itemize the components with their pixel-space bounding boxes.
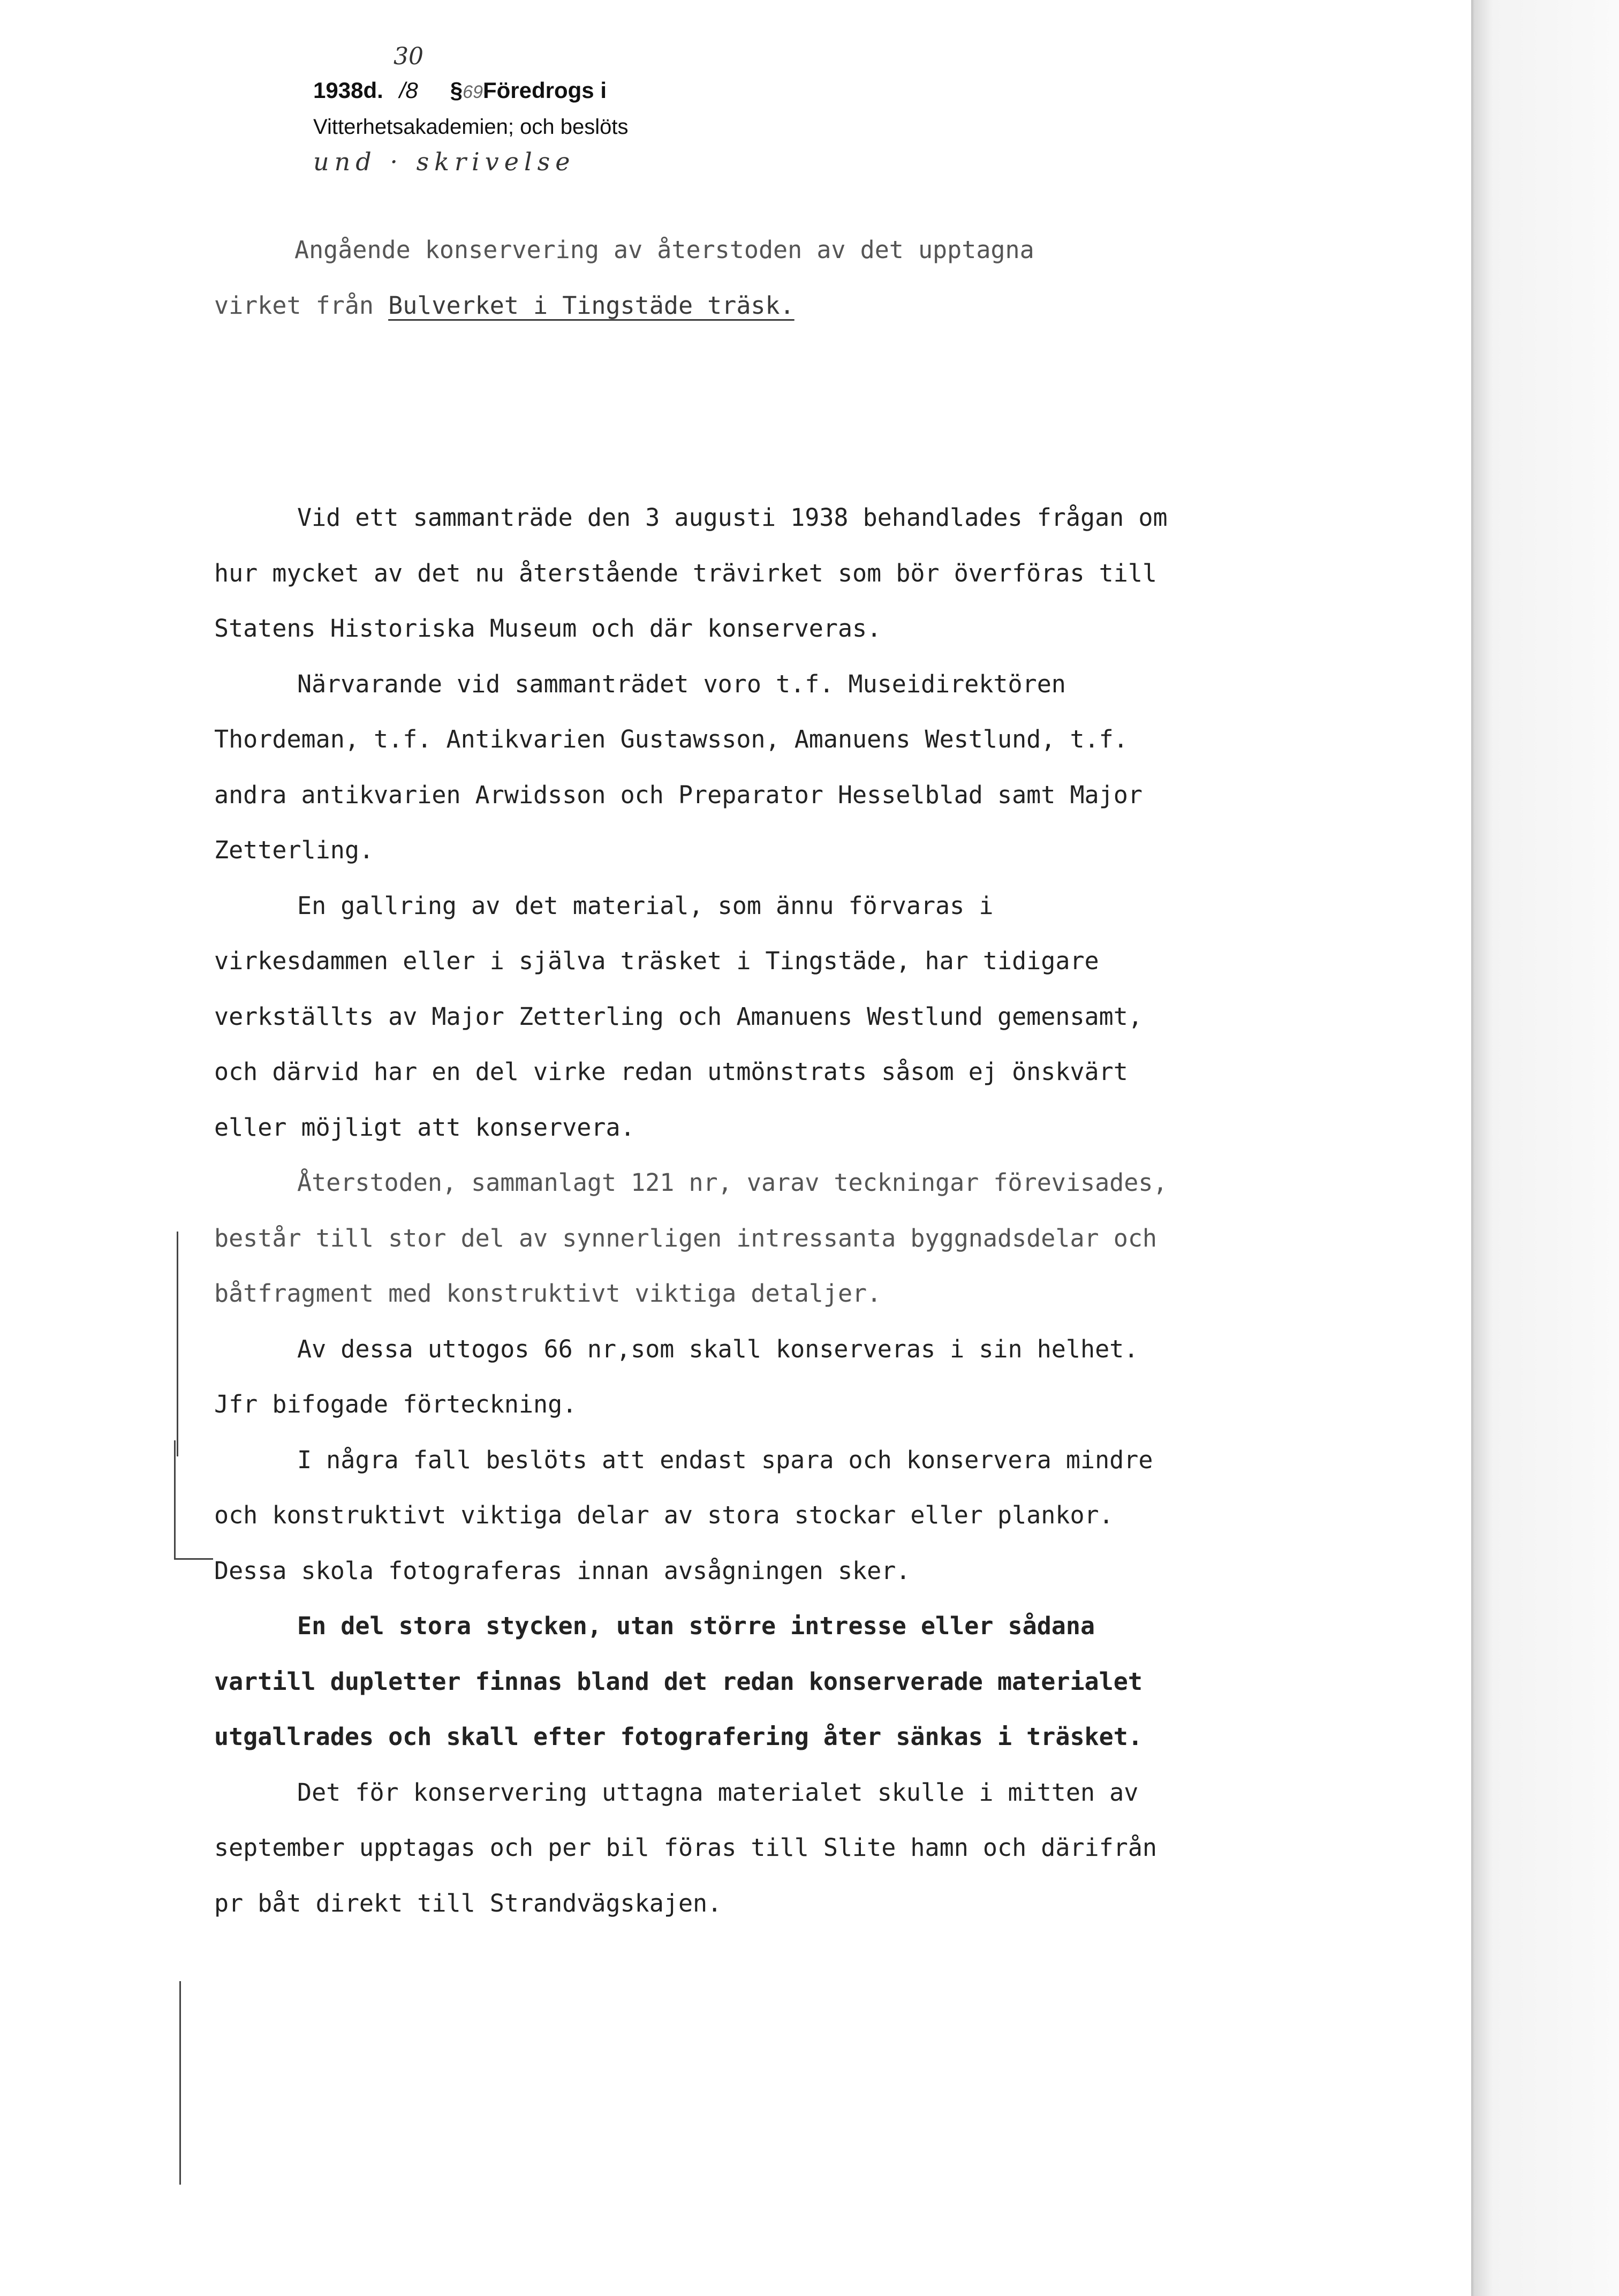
title-line-2 [214,278,1231,334]
margin-bracket-2 [174,1440,213,1560]
paragraph-attendees: Närvarande vid sammanträdet voro t.f. Museidirektören Thordeman, t.f. Antikvarien Gustawsson, Amanuens Westlund, t.f. andra antikvarien Arwidsson och Preparator Hesselblad samt Major Zetterling. [214,669,1143,864]
stamp-presenter-label: Föredrogs i [482,78,607,103]
stamp-line-date [313,78,667,115]
stamp-handwriting: und · skrivelse [313,147,576,176]
paragraph-discarded: En del stora stycken, utan större intresse eller sådana vartill dupletter finnas bland det redan konserverade materialet utgallrades och skall efter fotografering åter sänkas i träsket. [214,1612,1143,1751]
stamp-line-academy: Vitterhetsakademien; och beslöts [313,115,629,139]
paragraph-selection: En gallring av det material, som ännu förvaras i virkesdammen eller i själva träsket i Tingstäde, har tidigare verkställts av Major Zetterling och Amanuens Westlund gemensamt, och därvid har en del virke redan utmönstrats såsom ej önskvärt eller möjligt att konservera. [214,891,1143,1142]
stamp-section-number: 69 [463,82,483,102]
title-underlined-subject: Bulverket i Tingstäde träsk. [388,291,795,320]
stamp-day-suffix: d. [363,78,383,103]
title-line-2-prefix: virket från [214,291,389,320]
document-body [214,490,1178,1931]
paragraph-transport: Det för konservering uttagna materialet skulle i mitten av september upptagas och per bil föras till Slite hamn och därifrån pr båt direkt till Strandvägskajen. [214,1778,1157,1917]
stamp-year-digit: 8 [351,78,364,103]
stamp-date-number: /8 [399,78,418,103]
stamp-section-sign: § [450,78,463,103]
paragraph-partial: I några fall beslöts att endast spara och konservera mindre och konstruktivt viktiga delar av stora stockar eller plankor. Dessa skola fotograferas innan avsågningen sker. [214,1445,1153,1585]
paragraph-taken: Av dessa uttogos 66 nr,som skall konserveras i sin helhet. Jfr bifogade förteckning. [214,1334,1139,1418]
paragraph-remaining: Återstoden, sammanlagt 121 nr, varav teckningar förevisades, består till stor del av synnerligen intressanta byggnadsdelar och båtfragment med konstruktivt viktiga detaljer. [214,1168,1168,1308]
document-title [214,222,1231,334]
margin-line-3 [179,1981,181,2185]
paragraph-meeting: Vid ett sammanträde den 3 augusti 1938 behandlades frågan om hur mycket av det nu återstående trävirket som bör överföras till Statens Historiska Museum och där konserveras. [214,503,1168,643]
margin-bracket-1 [177,1232,178,1456]
title-line-1: Angående konservering av återstoden av det upptagna [294,236,1034,264]
page-edge-shadow [1471,0,1619,2296]
stamp-year-prefix: 193 [313,78,351,103]
handwritten-superscript: 30 [394,43,423,70]
archive-stamp [313,78,667,176]
